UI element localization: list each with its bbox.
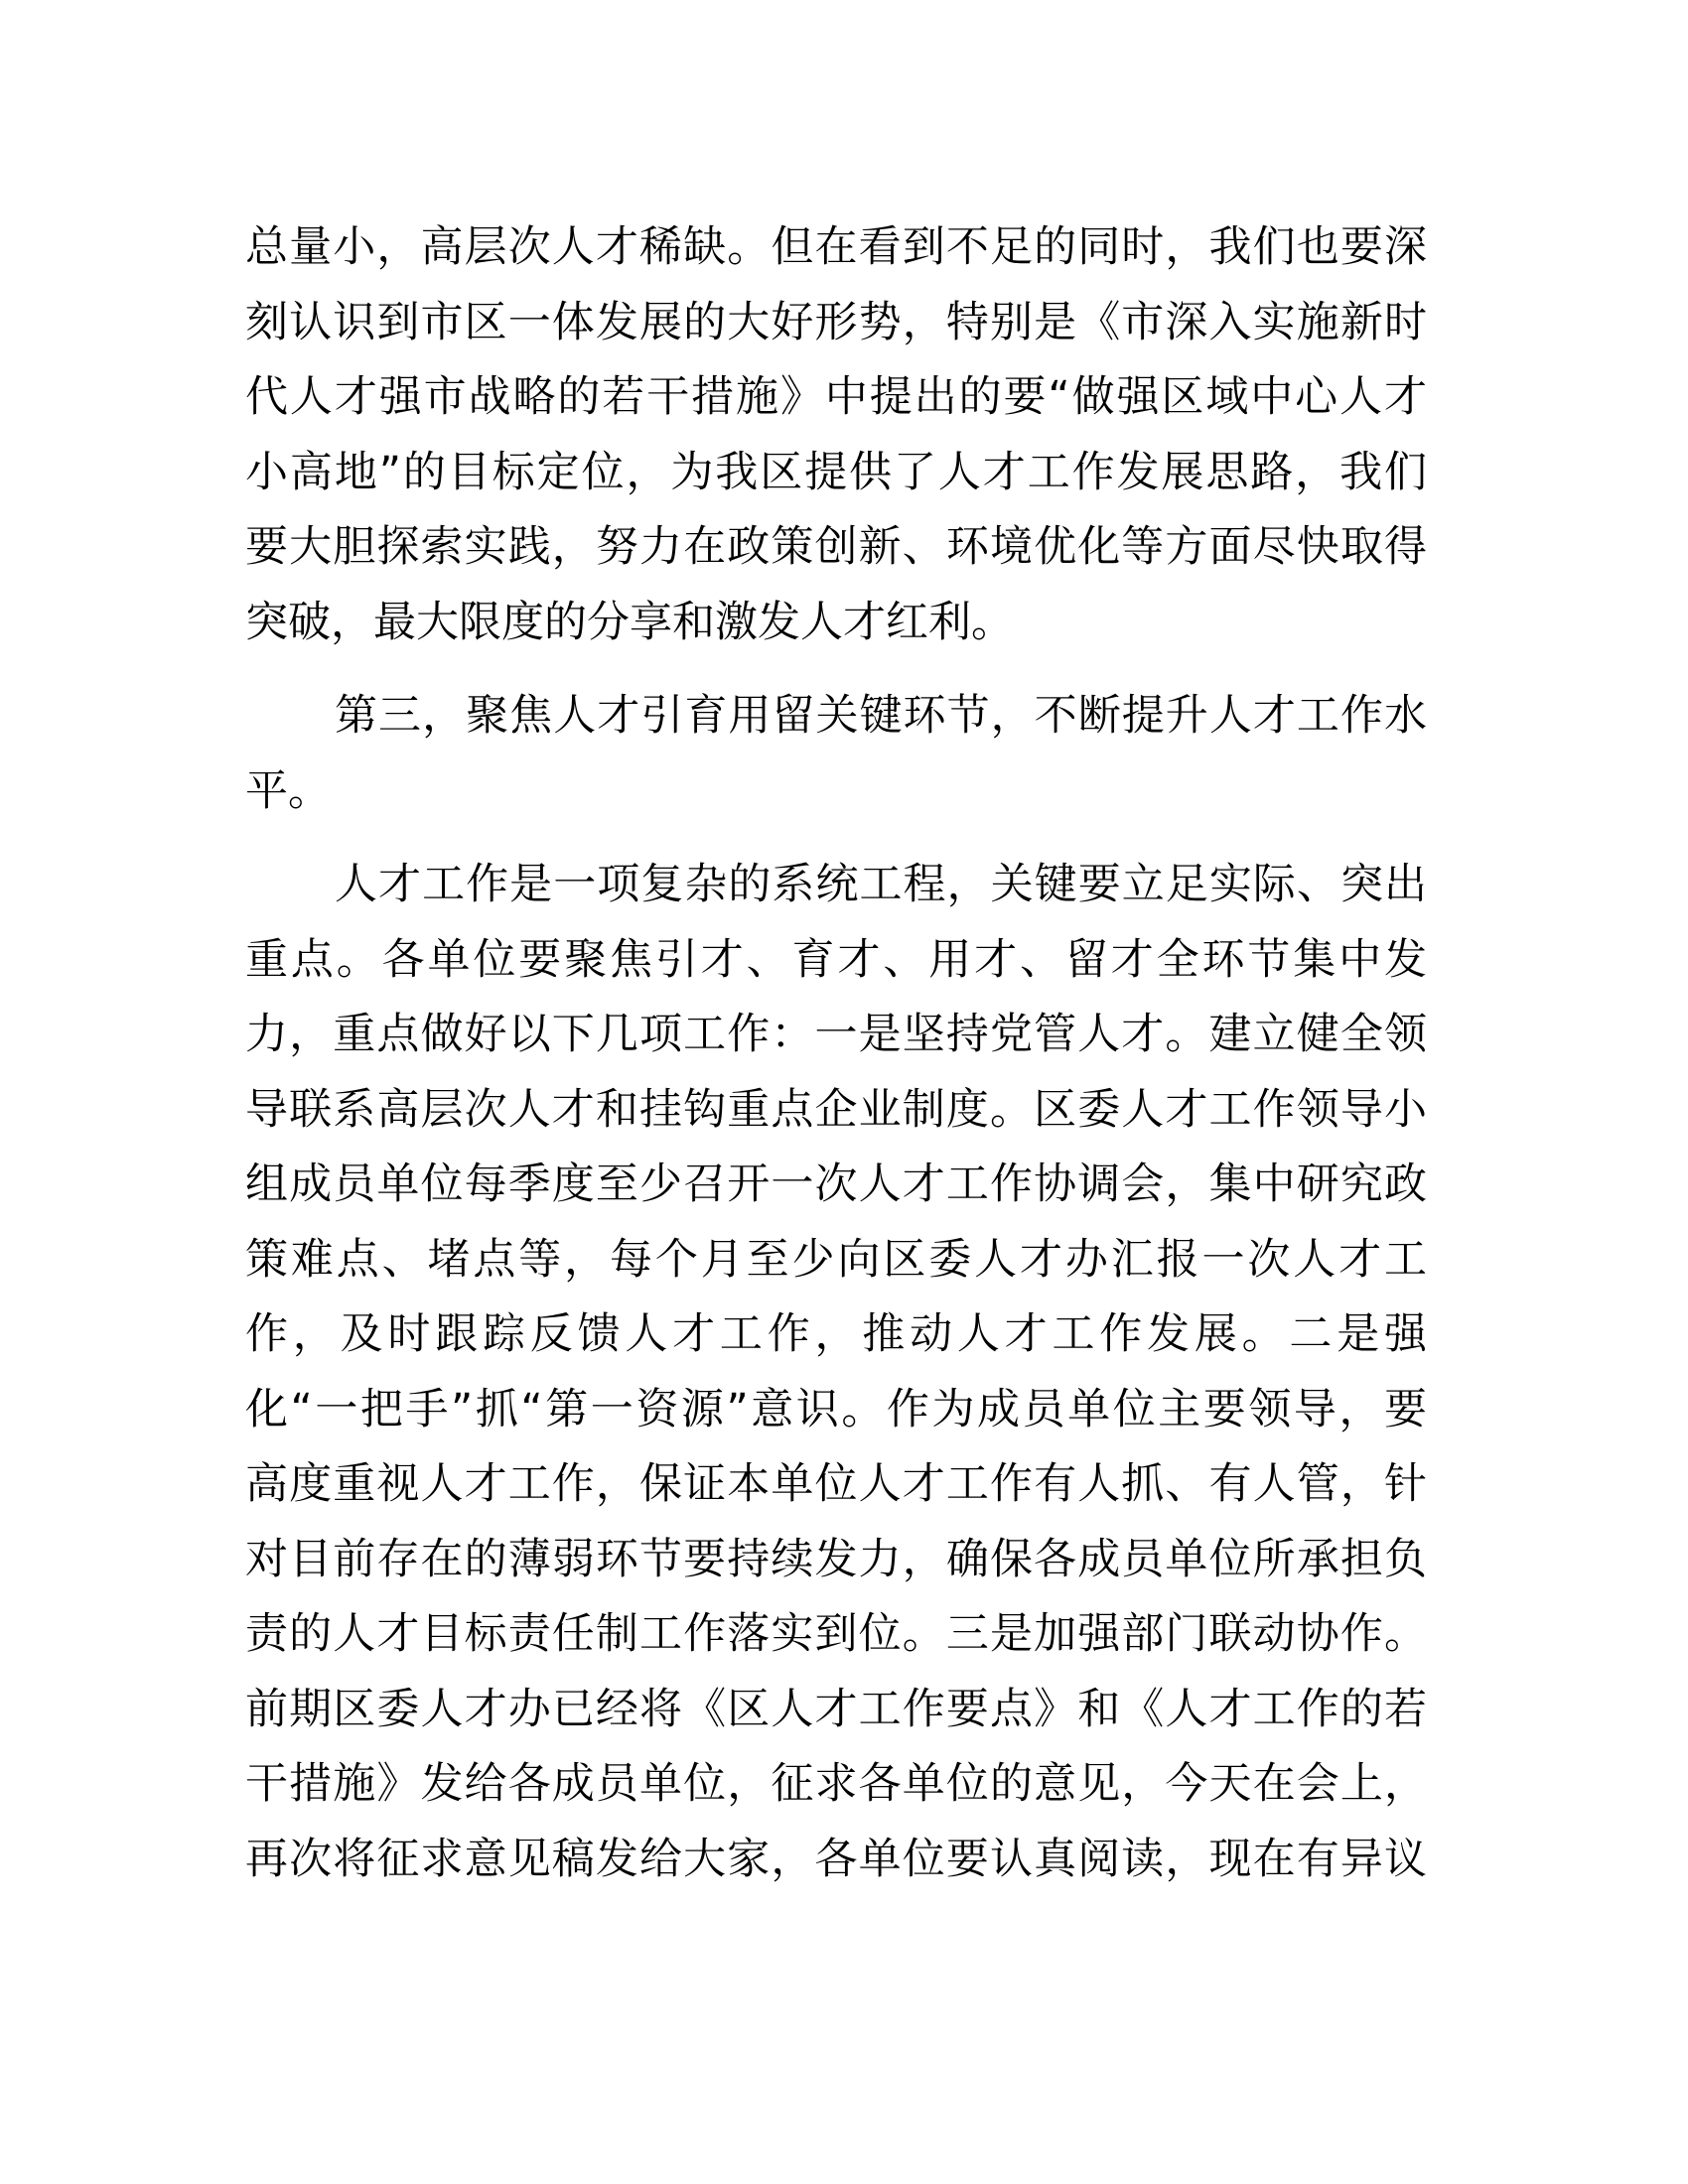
section-heading-paragraph (245, 679, 1427, 829)
paragraph-3 (245, 848, 1427, 1897)
text-line: 小高地”的目标定位，为我区提供了人才工作发展思路，我们 (245, 447, 1427, 497)
text-line: 干措施》发给各成员单位，征求各单位的意见，今天在会上， (245, 1759, 1427, 1809)
text-line: 力，重点做好以下几项工作：一是坚持党管人才。建立健全领 (245, 1010, 1427, 1059)
text-line: 对目前存在的薄弱环节要持续发力，确保各成员单位所承担负 (245, 1534, 1427, 1584)
text-line: 刻认识到市区一体发展的大好形势，特别是《市深入实施新时 (245, 297, 1427, 347)
text-line: 人才工作是一项复杂的系统工程，关键要立足实际、突出 (335, 860, 1427, 909)
text-line: 要大胆探索实践，努力在政策创新、环境优化等方面尽快取得 (245, 522, 1427, 572)
paragraph-1 (245, 210, 1427, 660)
text-line: 策难点、堵点等，每个月至少向区委人才办汇报一次人才工 (245, 1234, 1427, 1285)
text-line: 重点。各单位要聚焦引才、育才、用才、留才全环节集中发 (245, 934, 1427, 985)
text-line: 平。 (245, 765, 331, 816)
text-line: 第三，聚焦人才引育用留关键环节，不断提升人才工作水 (335, 691, 1427, 741)
text-line: 代人才强市战略的若干措施》中提出的要“做强区域中心人才 (245, 372, 1427, 422)
text-line: 导联系高层次人才和挂钩重点企业制度。区委人才工作领导小 (245, 1084, 1427, 1135)
document-page (245, 210, 1427, 1916)
text-line: 化“一把手”抓“第一资源”意识。作为成员单位主要领导，要 (245, 1384, 1427, 1434)
text-line: 前期区委人才办已经将《区人才工作要点》和《人才工作的若 (245, 1684, 1427, 1734)
text-line: 组成员单位每季度至少召开一次人才工作协调会，集中研究政 (245, 1160, 1427, 1209)
text-line: 突破，最大限度的分享和激发人才红利。 (245, 597, 1014, 647)
text-line: 作，及时跟踪反馈人才工作，推动人才工作发展。二是强 (245, 1309, 1427, 1359)
text-line: 责的人才目标责任制工作落实到位。三是加强部门联动协作。 (245, 1609, 1427, 1659)
text-line: 高度重视人才工作，保证本单位人才工作有人抓、有人管，针 (245, 1459, 1427, 1509)
text-line: 总量小，高层次人才稀缺。但在看到不足的同时，我们也要深 (245, 222, 1427, 272)
text-line: 再次将征求意见稿发给大家，各单位要认真阅读，现在有异议 (245, 1834, 1427, 1884)
